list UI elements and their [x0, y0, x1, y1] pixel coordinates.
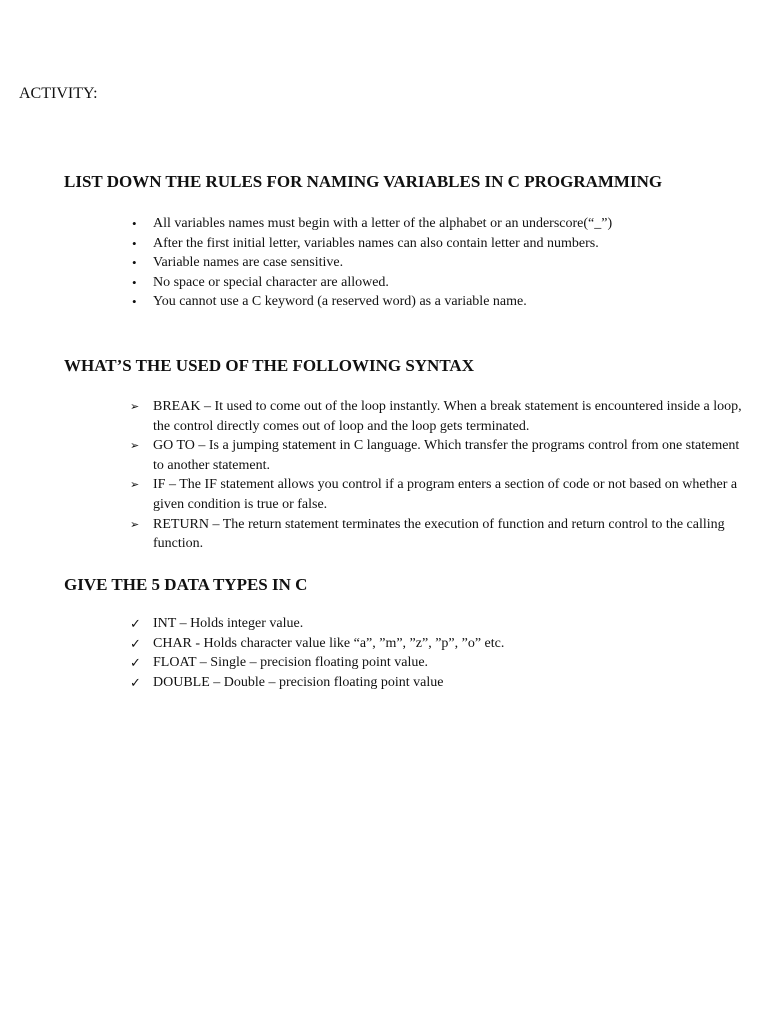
section-heading-data-types: GIVE THE 5 DATA TYPES IN C	[64, 575, 308, 594]
syntax-term: GO TO –	[153, 438, 206, 454]
syntax-term: IF –	[153, 477, 176, 493]
syntax-description: The IF statement allows you control if a program enters a section of code or not based on whether a given condition is true or false.	[153, 477, 738, 512]
section-heading-naming-rules: LIST DOWN THE RULES FOR NAMING VARIABLES IN C PROGRAMMING	[64, 172, 663, 191]
list-item-text: FLOAT – Single – precision floating point value.	[153, 655, 429, 671]
check-icon: ✓	[130, 635, 141, 651]
list-item	[130, 614, 730, 634]
list-item	[130, 653, 730, 673]
data-types-list	[130, 614, 730, 692]
activity-label: ACTIVITY:	[19, 85, 98, 102]
list-item	[130, 475, 745, 514]
list-item	[130, 273, 730, 293]
syntax-description: Is a jumping statement in C language. Which transfer the programs control from one statement to another statement.	[153, 438, 740, 473]
check-icon: ✓	[130, 674, 141, 690]
syntax-term: BREAK –	[153, 399, 211, 414]
arrow-bullet-icon: ➢	[130, 440, 140, 453]
syntax-term: RETURN –	[153, 516, 220, 532]
bullet-icon: •	[132, 294, 137, 310]
list-item-text: You cannot use a C keyword (a reserved word) as a variable name.	[153, 294, 527, 310]
list-item-text: No space or special character are allowed.	[153, 274, 389, 290]
arrow-bullet-icon: ➢	[130, 401, 140, 413]
list-item	[130, 673, 730, 693]
check-icon: ✓	[130, 616, 141, 631]
list-item-text: DOUBLE – Double – precision floating point value	[153, 674, 444, 690]
list-item	[130, 397, 745, 436]
bullet-icon: •	[132, 235, 137, 251]
arrow-bullet-icon: ➢	[130, 479, 140, 492]
list-item-text: CHAR - Holds character value like “a”, ”m”, ”z”, ”p”, ”o” etc.	[153, 635, 505, 651]
list-item-text: INT – Holds integer value.	[153, 616, 304, 631]
list-item	[130, 253, 730, 273]
list-item	[130, 234, 730, 254]
bullet-icon: •	[132, 274, 137, 290]
syntax-description: It used to come out of the loop instantly. When a break statement is encountered inside a loop, the control directly comes out of loop and the loop gets terminated.	[153, 399, 742, 434]
list-item	[130, 515, 745, 554]
bullet-icon: •	[132, 255, 137, 271]
syntax-description: The return statement terminates the execution of function and return control to the calling function.	[153, 516, 725, 552]
bullet-icon: •	[132, 216, 137, 231]
list-item-text: All variables names must begin with a letter of the alphabet or an underscore(“_”)	[153, 216, 613, 231]
list-item	[130, 292, 730, 312]
arrow-bullet-icon: ➢	[130, 518, 140, 531]
list-item-text: Variable names are case sensitive.	[153, 255, 344, 271]
naming-rules-list	[130, 214, 730, 312]
list-item-text: After the first initial letter, variables names can also contain letter and numbers.	[153, 235, 599, 251]
check-icon: ✓	[130, 655, 141, 671]
list-item	[130, 634, 730, 654]
list-item	[130, 214, 730, 234]
syntax-list	[130, 397, 745, 554]
list-item	[130, 436, 745, 475]
section-heading-syntax: WHAT’S THE USED OF THE FOLLOWING SYNTAX	[64, 356, 474, 375]
